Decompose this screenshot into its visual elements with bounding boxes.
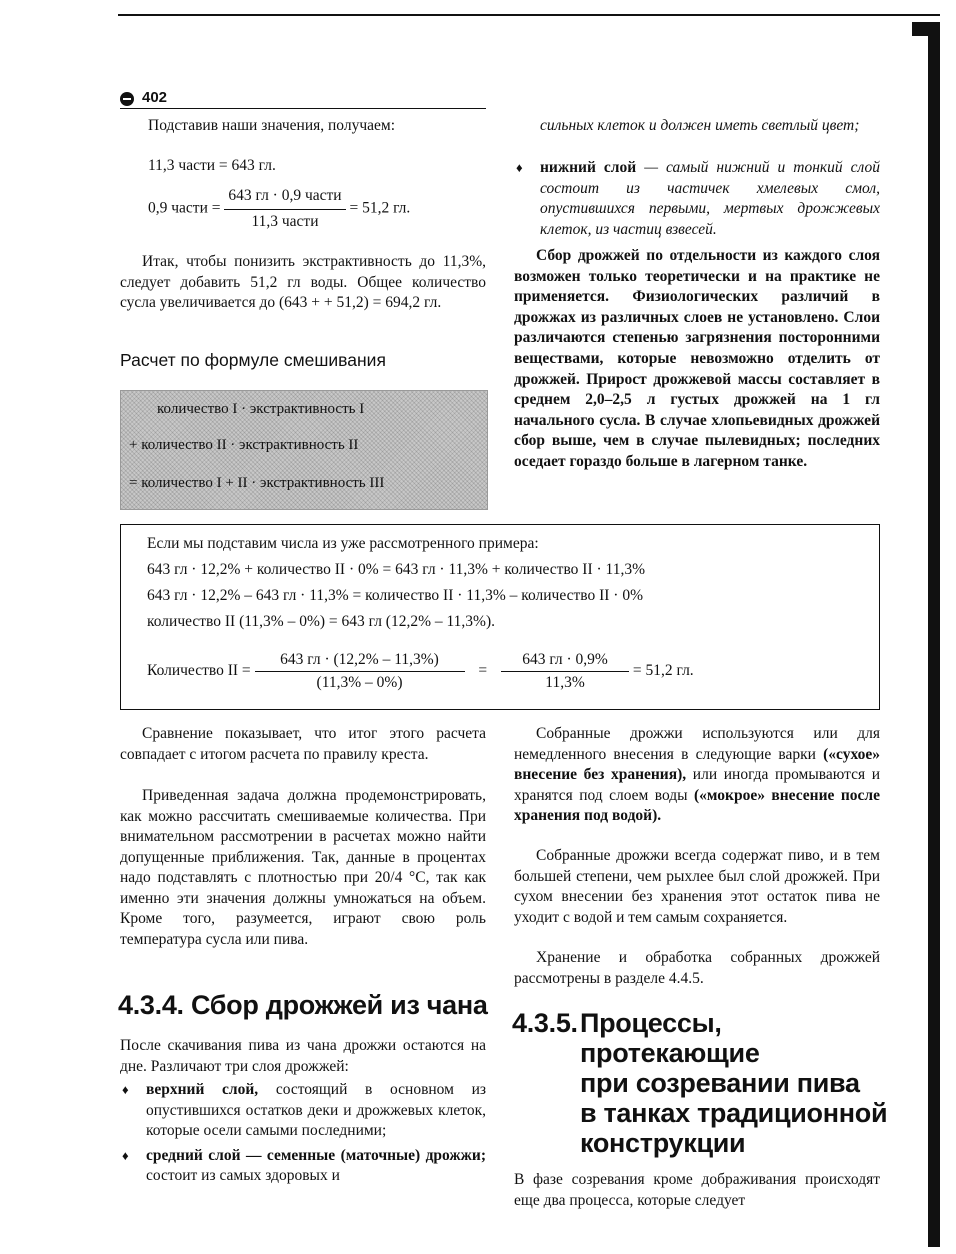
final-fraction-2-den: 11,3% xyxy=(545,674,585,691)
list-item-middle-layer xyxy=(120,1146,486,1187)
formula-line-3: = количество I + II · экстрактивность III xyxy=(129,475,385,491)
storage-reference-paragraph: Хранение и обработка собранных дрожжей рассмотрены в разделе 4.4.5. xyxy=(514,949,880,987)
middle-layer-term: средний слой — семенные (маточные) дрожжи; xyxy=(146,1146,486,1164)
equation-1: 11,3 части = 643 гл. xyxy=(148,157,276,174)
example-final-equation xyxy=(147,651,694,692)
bottom-layer-term: нижний слой xyxy=(540,159,637,176)
example-line-2: 643 гл · 12,2% + количество II · 0% = 643 гл · 11,3% + количество II · 11,3% xyxy=(147,561,645,578)
layer-list-end xyxy=(514,158,880,240)
formula-line-1: количество I · экстрактивность I xyxy=(157,401,365,417)
final-rhs: = 51,2 гл. xyxy=(632,662,694,680)
final-fraction-2-num: 643 гл · 0,9% xyxy=(501,651,629,672)
page-header xyxy=(120,90,486,109)
approximation-paragraph: Приведенная задача должна продемонстрировать, как можно рассчитать смешиваемые количества. При внимательном рассмотрении в расчетах можно найти допущенные приближения. Так, данные в процентах надо подставлять с плотностью при 20/4 °С, так как именно эти значения должны умножаться на объем. Кроме того, разумеется, играют свою роль температура сусла или пива. xyxy=(120,787,486,948)
formula-line-2: + количество II · экстрактивность II xyxy=(129,437,359,453)
section-heading-4-3-4: 4.3.4. Сбор дрожжей из чана xyxy=(118,990,488,1020)
paragraph-summary: Итак, чтобы понизить экстрактивность до 11,3%, следует добавить 51,2 гл воды. Общее количество сусла увеличивается до (643 + + 51,2) = 694,2 гл. xyxy=(120,253,486,311)
equation-2-rhs: = 51,2 гл. xyxy=(349,199,411,217)
heading-line-3: при созревании пива xyxy=(580,1068,860,1098)
top-layer-term: верхний слой, xyxy=(146,1081,259,1098)
final-equals: = xyxy=(478,662,488,680)
collected-yeast-a: Собранные дрожжи используются или для немедленного внесения в следующие варки xyxy=(514,725,880,763)
heading-line-5: конструкции xyxy=(580,1128,746,1158)
page-number: 402 xyxy=(142,89,168,106)
heading-line-2: протекающие xyxy=(580,1038,760,1068)
equation-2-fraction xyxy=(224,186,345,232)
equation-2-numerator: 643 гл · 0,9 части xyxy=(224,186,345,210)
calc-intro: Подставив наши значения, получаем: xyxy=(148,117,396,134)
maturation-paragraph: В фазе созревания кроме дображивания происходят еще два процесса, которые следует xyxy=(514,1171,880,1209)
final-lhs: Количество II = xyxy=(147,662,251,680)
list-item-top-layer xyxy=(120,1080,486,1142)
section-heading-4-3-5 xyxy=(512,1008,887,1158)
collected-yeast-paragraph xyxy=(514,724,880,827)
heading-line-1: Процессы, xyxy=(580,1008,722,1038)
collected-yeast-c: или иногда промываются и хранятся под слоем воды xyxy=(514,766,881,804)
example-line-3: 643 гл · 12,2% – 643 гл · 11,3% = количество II · 11,3% – количество II · 0% xyxy=(147,587,644,604)
section-subheading: Расчет по формуле смешивания xyxy=(120,350,386,370)
final-fraction-1-num: 643 гл · (12,2% – 11,3%) xyxy=(255,651,465,672)
yeast-collection-paragraph: Сбор дрожжей по отдельности из каждого слоя возможен только теоретически и на практике не применяется. Физиологических различий в дрожжах из различных слоев не установлено. Слои различаются степенью загрязнения посторонними веществами, которые невозможно отделить от дрожжей. Прирост дрожжевой массы составляет в среднем 2,0–2,5 л густых дрожжей на 1 гл начального сусла. В случае хлопьевидных дрожжей сбор выше, чем в случае пылевидных; последних оседает гораздо больше в лагерном танке. xyxy=(514,247,880,470)
example-line-1: Если мы подставим числа из уже рассмотренного примера: xyxy=(147,535,539,552)
comparison-paragraph: Сравнение показывает, что итог этого расчета совпадает с итогом расчета по правилу креста. xyxy=(120,725,486,763)
equation-2 xyxy=(148,186,410,232)
equation-2-lhs: 0,9 части = xyxy=(148,199,221,217)
layers-intro: После скачивания пива из чана дрожжи остаются на дне. Различают три слоя дрожжей: xyxy=(120,1037,486,1075)
mixing-formula-box xyxy=(120,390,488,510)
final-fraction-1 xyxy=(255,651,465,692)
final-fraction-1-den: (11,3% – 0%) xyxy=(316,674,403,691)
top-edge-rule xyxy=(118,14,940,16)
collected-yeast-wet: («мокрое» внесение после хранения под водой). xyxy=(514,786,880,824)
page-marker-icon xyxy=(120,92,134,106)
example-line-4: количество II (11,3% – 0%) = 643 гл (12,2% – 11,3%). xyxy=(147,613,496,630)
middle-layer-desc: состоит из самых здоровых и xyxy=(146,1167,340,1184)
top-layer-desc: состоящий в основном из опустившихся остатков деки и дрожжевых клеток, которые осели самыми последними; xyxy=(146,1081,486,1139)
list-item-bottom-layer xyxy=(514,158,880,240)
final-fraction-2 xyxy=(501,651,629,692)
equation-2-denominator: 11,3 части xyxy=(251,212,319,230)
heading-number: 4.3.5. xyxy=(512,1008,578,1038)
beer-residue-paragraph: Собранные дрожжи всегда содержат пиво, и в тем большей степени, чем рыхлее был слой дрожжей. При сухом внесении без хранения этот остаток пива не уходит с водой и тем самым сохраняется. xyxy=(514,847,880,926)
collected-yeast-dry: («сухое» внесение без хранения), xyxy=(514,745,880,783)
right-continuation: сильных клеток и должен иметь светлый цвет; xyxy=(540,117,860,134)
heading-line-4: в танках традиционной xyxy=(580,1098,888,1128)
right-edge-bar xyxy=(928,22,940,1247)
bottom-layer-desc: — самый нижний и тонкий слой состоит из частичек хмелевых смол, опустившихся первыми, мертвых дрожжевых клеток, из частиц взвесей. xyxy=(540,159,880,238)
example-box xyxy=(120,524,880,710)
layer-list xyxy=(120,1080,486,1187)
